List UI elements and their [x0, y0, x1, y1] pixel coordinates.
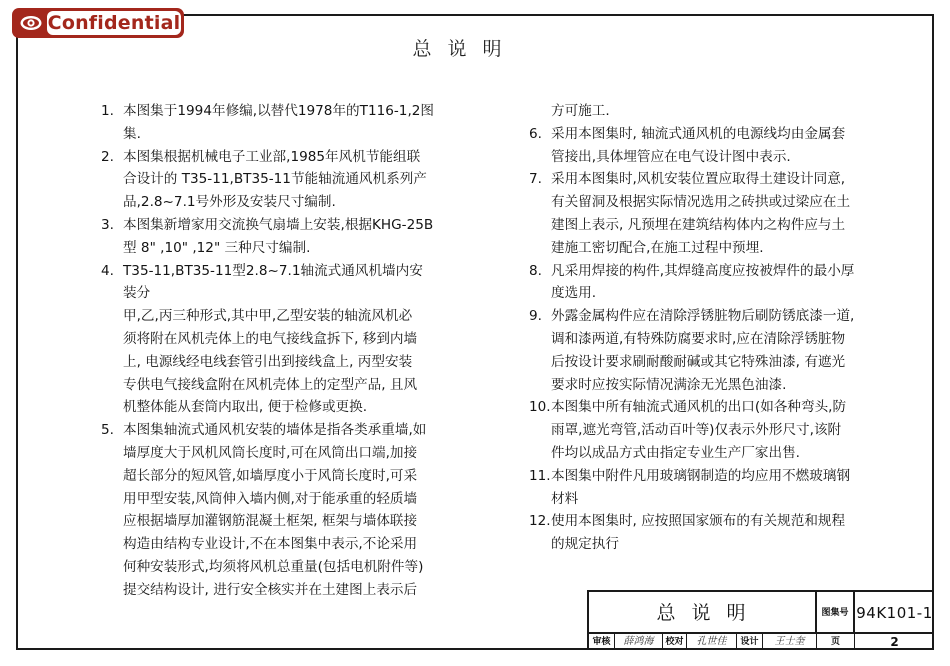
design-label: 设计 — [737, 634, 763, 650]
note-text: 本图集根据机械电子工业部,1985年风机节能组联 — [123, 148, 421, 165]
note-text: 凡采用焊接的构件,其焊缝高度应按被焊件的最小厚 — [551, 262, 855, 279]
drawing-number-label: 图集号 — [817, 592, 855, 634]
note-text: 超长部分的短风管,如墙厚度小于风筒长度时,可采 — [123, 467, 418, 484]
note-text: 方可施工. — [551, 103, 610, 119]
note-text: 何种安装形式,均须将风机总重量(包括电机附件等) — [123, 558, 424, 575]
note-number: 4. — [101, 262, 114, 279]
note-text: 建图上表示, 凡预埋在建筑结构体内之构件应与土 — [551, 216, 846, 233]
confidential-badge — [12, 8, 184, 38]
note-item-continuation — [529, 328, 864, 351]
note-item-continuation — [529, 442, 864, 465]
page-label: 页 — [817, 634, 855, 650]
note-text: 合设计的 T35-11,BT35-11节能轴流通风机系列产 — [123, 171, 427, 188]
note-number: 11. — [529, 467, 551, 484]
title-block-title: 总说明 — [589, 592, 817, 634]
note-item — [101, 214, 436, 237]
note-number: 12. — [529, 513, 551, 530]
note-text: 提交结构设计, 进行安全核实并在土建图上表示后 — [123, 581, 418, 598]
note-item — [101, 260, 436, 306]
note-text: 型 8" ,10" ,12" 三种尺寸编制. — [123, 239, 311, 256]
note-text: 采用本图集时,风机安装位置应取得土建设计同意, — [551, 171, 846, 188]
note-text: 采用本图集时, 轴流式通风机的电源线均由金属套 — [551, 125, 846, 142]
note-item-continuation — [529, 237, 864, 260]
note-text: 外露金属构件应在清除浮锈脏物后刷防锈底漆一道, — [551, 308, 855, 325]
note-number: 3. — [101, 216, 114, 233]
note-item-continuation — [529, 214, 864, 237]
check-signature: 孔世佳 — [687, 634, 737, 650]
note-text: 上, 电源线经电线套管引出到接线盒上, 丙型安装 — [123, 353, 413, 370]
note-item — [529, 510, 864, 533]
note-item-continuation — [101, 442, 436, 465]
signature-row — [589, 634, 934, 650]
note-text: 本图集于1994年修编,以替代1978年的T116-1,2图集. — [123, 103, 435, 142]
note-item-continuation — [529, 146, 864, 169]
note-text: 品,2.8~7.1号外形及安装尺寸编制. — [123, 194, 336, 211]
check-label: 校对 — [663, 634, 687, 650]
note-item-continuation — [529, 282, 864, 305]
design-signature: 王士奎 — [763, 634, 817, 650]
note-text: 建施工密切配合,在施工过程中预埋. — [551, 239, 764, 256]
note-text: 应根据墙厚加灌钢筋混凝土框架, 框架与墙体联接 — [123, 513, 418, 530]
note-item-continuation — [529, 351, 864, 374]
note-text: 本图集中附件凡用玻璃钢制造的均应用不燃玻璃钢 — [551, 467, 851, 484]
note-text: 管接出,具体埋管应在电气设计图中表示. — [551, 148, 791, 165]
note-number: 10. — [529, 399, 551, 416]
review-signature: 薛鸿海 — [615, 634, 663, 650]
note-item — [529, 305, 864, 328]
note-item-continuation — [101, 556, 436, 579]
note-item — [101, 419, 436, 442]
note-text: 件均以成品方式由指定专业生产厂家出售. — [551, 444, 801, 461]
note-item-continuation — [101, 237, 436, 260]
note-text: 本图集轴流式通风机安装的墙体是指各类承重墙,如 — [123, 422, 427, 439]
drawing-number: 94K101-1 — [855, 592, 934, 634]
page-title: 总说明 — [412, 38, 518, 60]
note-item-continuation — [101, 351, 436, 374]
note-item-continuation — [101, 533, 436, 556]
note-text: 的规定执行 — [551, 536, 619, 553]
note-item-continuation — [101, 191, 436, 214]
confidential-label: Confidential — [47, 12, 181, 34]
note-number: 6. — [529, 125, 542, 142]
note-text: 本图集新增家用交流换气扇墙上安装,根据KHG-25B — [123, 216, 434, 233]
note-number: 2. — [101, 148, 114, 165]
note-text: 机整体能从套筒内取出, 便于检修或更换. — [123, 399, 368, 416]
note-number: 8. — [529, 262, 542, 279]
note-item — [529, 260, 864, 283]
note-number: 9. — [529, 308, 542, 325]
note-item — [529, 396, 864, 419]
note-text: T35-11,BT35-11型2.8~7.1轴流式通风机墙内安装分 — [123, 262, 423, 302]
note-text: 使用本图集时, 应按照国家颁布的有关规范和规程 — [551, 513, 846, 530]
note-item-continuation — [101, 465, 436, 488]
note-text: 调和漆两道,有特殊防腐要求时,应在清除浮锈脏物 — [551, 330, 846, 347]
note-text: 须将附在风机壳体上的电气接线盒拆下, 移到内墙 — [123, 330, 418, 347]
page-number: 2 — [890, 635, 899, 649]
note-text: 墙厚度大于风机风筒长度时,可在风筒出口端,加接 — [123, 444, 418, 461]
note-item-continuation — [529, 419, 864, 442]
note-text: 有关留洞及根据实际情况选用之砖拱或过梁应在土 — [551, 194, 851, 211]
note-text: 雨罩,遮光弯管,活动百叶等)仅表示外形尺寸,该附 — [551, 422, 842, 439]
note-number: 5. — [101, 422, 114, 439]
note-item — [529, 100, 864, 123]
note-item-continuation — [101, 328, 436, 351]
note-text: 要求时应按实际情况满涂无光黑色油漆. — [551, 376, 787, 393]
note-item-continuation — [101, 374, 436, 397]
note-text: 度选用. — [551, 285, 597, 302]
note-item-continuation — [101, 488, 436, 511]
note-item-continuation — [101, 305, 436, 328]
note-text: 后按设计要求刷耐酸耐碱或其它特殊油漆, 有遮光 — [551, 353, 846, 370]
note-text: 专供电气接线盒附在风机壳体上的定型产品, 且风 — [123, 376, 418, 393]
note-text: 构造由结构专业设计,不在本图集中表示,不论采用 — [123, 536, 418, 553]
note-item-continuation — [101, 510, 436, 533]
title-block — [587, 590, 934, 650]
note-text: 材料 — [551, 490, 579, 507]
note-number: 7. — [529, 171, 542, 188]
note-item-continuation — [529, 191, 864, 214]
note-item-continuation — [529, 533, 864, 556]
eye-icon — [15, 11, 47, 35]
note-item-continuation — [101, 168, 436, 191]
note-item — [101, 146, 436, 169]
note-item — [101, 100, 436, 146]
notes-right-column — [529, 100, 864, 556]
notes-left-column — [101, 100, 436, 602]
note-item — [529, 123, 864, 146]
review-label: 审核 — [589, 634, 615, 650]
note-item-continuation — [529, 488, 864, 511]
note-item — [529, 465, 864, 488]
note-text: 本图集中所有轴流式通风机的出口(如各种弯头,防 — [551, 399, 847, 416]
note-text: 甲,乙,丙三种形式,其中甲,乙型安装的轴流风机必 — [123, 308, 413, 325]
note-item-continuation — [101, 579, 436, 602]
note-text: 用甲型安装,风筒伸入墙内侧,对于能承重的轻质墙 — [123, 490, 418, 507]
note-item — [529, 168, 864, 191]
note-item-continuation — [529, 374, 864, 397]
note-number: 1. — [101, 103, 114, 119]
note-item-continuation — [101, 396, 436, 419]
